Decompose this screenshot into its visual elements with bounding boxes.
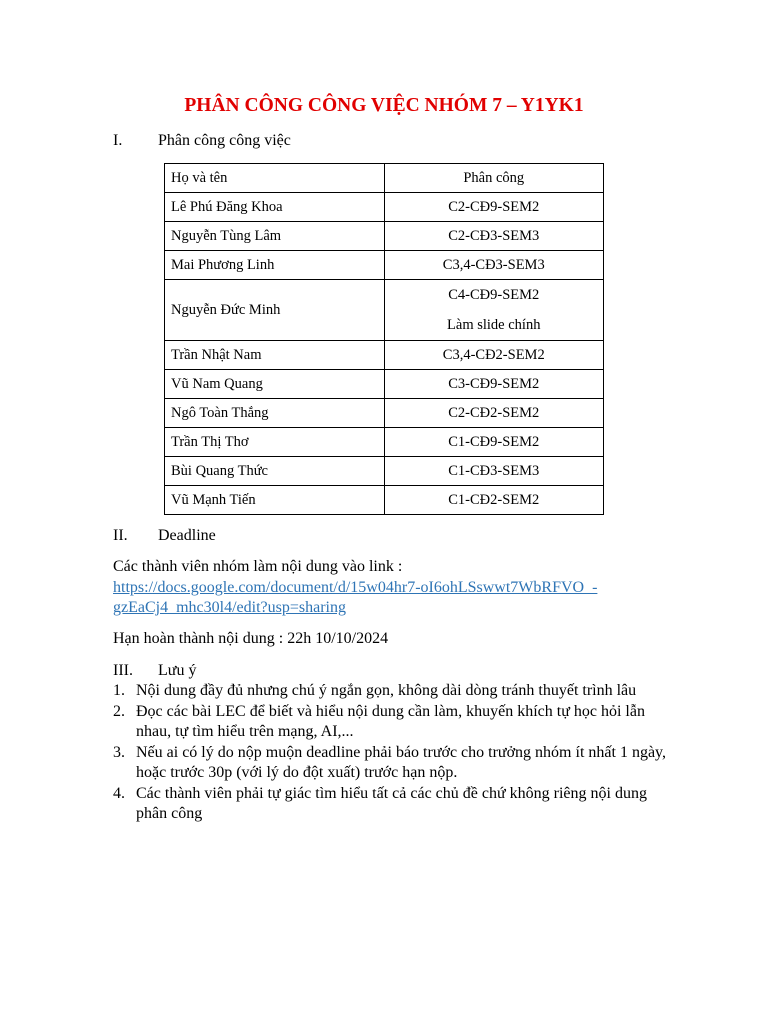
section-heading-notes: [113, 661, 196, 681]
table-row: [165, 341, 604, 370]
assignment-cell: [384, 193, 604, 222]
deadline-link[interactable]: [113, 578, 673, 618]
note-number: 4.: [113, 784, 125, 802]
assignment-cell: [384, 251, 604, 280]
assignment-text: C2-CĐ3-SEM3: [448, 228, 540, 244]
note-text: Đọc các bài LEC để biết và hiểu nội dung cần làm, khuyến khích tự học hỏi lẫn: [136, 702, 645, 720]
assignment-text: C2-CĐ2-SEM2: [448, 405, 540, 421]
assignment-cell: [384, 457, 604, 486]
note-number: 2.: [113, 702, 125, 720]
table-header-cell: Họ và tên: [165, 164, 385, 193]
section-label: Phân công công việc: [158, 132, 291, 149]
table-row: [165, 457, 604, 486]
section-number: III.: [113, 662, 133, 679]
section-number: I.: [113, 132, 123, 149]
deadline-due: Hạn hoàn thành nội dung : 22h 10/10/2024: [113, 630, 389, 647]
table-header-row: [165, 164, 604, 193]
note-text: Nội dung đầy đủ nhưng chú ý ngắn gọn, không dài dòng tránh thuyết trình lâu: [136, 682, 637, 699]
member-name-cell: Ngô Toàn Thắng: [165, 399, 385, 428]
note-number: 1.: [113, 682, 125, 699]
assignment-cell: [384, 486, 604, 515]
table-header-cell: Phân công: [384, 164, 604, 193]
table-row: [165, 222, 604, 251]
member-name-cell: Vũ Nam Quang: [165, 370, 385, 399]
assignment-cell: [384, 222, 604, 251]
note-text: hoặc trước 30p (với lý do đột xuất) trước hạn nộp.: [136, 764, 458, 781]
member-name-cell: Vũ Mạnh Tiến: [165, 486, 385, 515]
table-row: [165, 370, 604, 399]
table-row: [165, 280, 604, 341]
assignment-cell: [384, 428, 604, 457]
document-title: PHÂN CÔNG CÔNG VIỆC NHÓM 7 – Y1YK1: [184, 95, 584, 116]
note-text: Các thành viên phải tự giác tìm hiểu tất cả các chủ đề chứ không riêng nội dung: [136, 784, 647, 802]
member-name-cell: Trần Nhật Nam: [165, 341, 385, 370]
note-number: 3.: [113, 743, 125, 761]
assignment-text: C3,4-CĐ3-SEM3: [442, 257, 545, 273]
notes-list: [113, 681, 683, 825]
assignment-text: C1-CĐ9-SEM2: [448, 434, 540, 450]
assignment-cell: [384, 280, 604, 341]
note-item: [113, 743, 683, 784]
assignment-table: [164, 163, 604, 515]
member-name-cell: Mai Phương Linh: [165, 251, 385, 280]
member-name-cell: Trần Thị Thơ: [165, 428, 385, 457]
assignment-cell: [384, 341, 604, 370]
note-text: Nếu ai có lý do nộp muộn deadline phải báo trước cho trưởng nhóm ít nhất 1 ngày,: [136, 743, 666, 761]
assignment-text: C3-CĐ9-SEM2: [448, 376, 540, 392]
note-item: [113, 784, 683, 825]
note-text: phân công: [136, 805, 203, 822]
section-number: II.: [113, 527, 128, 544]
section-label: Deadline: [158, 527, 216, 544]
section-heading-deadline: [113, 526, 216, 546]
assignment-cell: [384, 370, 604, 399]
assignment-cell: [384, 399, 604, 428]
table-row: [165, 399, 604, 428]
assignment-text: C1-CĐ3-SEM3: [448, 463, 540, 479]
link-line[interactable]: gzEaCj4_mhc30l4/edit?usp=sharing: [113, 599, 346, 616]
table-row: [165, 428, 604, 457]
note-text: nhau, tự tìm hiểu trên mạng, AI,...: [136, 723, 354, 740]
section-heading-assignment: [113, 131, 291, 151]
member-name-cell: Bùi Quang Thức: [165, 457, 385, 486]
assignment-text: C4-CĐ9-SEM2: [448, 287, 540, 303]
assignment-text: C1-CĐ2-SEM2: [448, 492, 540, 508]
member-name-cell: Lê Phú Đăng Khoa: [165, 193, 385, 222]
assignment-text: C2-CĐ9-SEM2: [448, 199, 540, 215]
link-line[interactable]: https://docs.google.com/document/d/15w04hr7-oI6ohLSswwt7WbRFVO_-: [113, 579, 598, 596]
note-item: [113, 681, 683, 702]
table-row: [165, 193, 604, 222]
section-label: Lưu ý: [158, 662, 197, 679]
member-name-cell: Nguyễn Đức Minh: [165, 280, 385, 341]
deadline-intro: Các thành viên nhóm làm nội dung vào link :: [113, 558, 403, 575]
note-item: [113, 702, 683, 743]
table-row: [165, 251, 604, 280]
assignment-text: C3,4-CĐ2-SEM2: [442, 347, 545, 363]
member-name-cell: Nguyễn Tùng Lâm: [165, 222, 385, 251]
table-row: [165, 486, 604, 515]
assignment-text: Làm slide chính: [447, 317, 541, 333]
